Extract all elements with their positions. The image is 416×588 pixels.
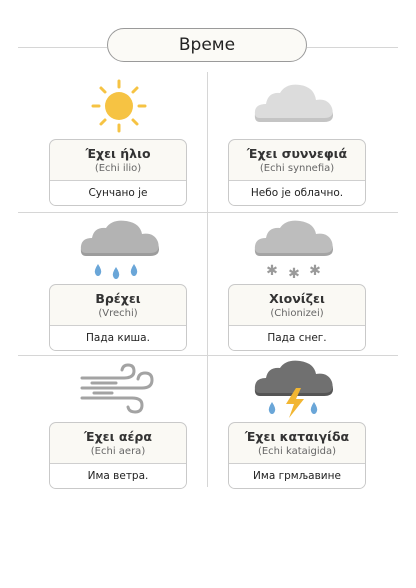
card-thunderstorm (228, 422, 366, 489)
card-snow (228, 284, 366, 351)
wind-icon (78, 362, 160, 414)
greek-phrase: Βρέχει (95, 291, 141, 306)
greek-phrase: Χιονίζει (269, 291, 325, 306)
greek-phrase: Έχει συννεφιά (246, 146, 348, 161)
greek-phrase: Έχει αέρα (84, 429, 152, 444)
card-rain (49, 284, 187, 351)
transliteration: (Chionizei) (270, 308, 324, 319)
svg-text:✱: ✱ (266, 263, 278, 279)
row-divider-2 (18, 355, 398, 356)
row-divider-1 (18, 212, 398, 213)
greek-phrase: Έχει ήλιο (85, 146, 151, 161)
transliteration: (Echi kataigida) (257, 446, 337, 457)
card-wind (49, 422, 187, 489)
rain-cloud-icon (78, 220, 164, 282)
card-cloudy (228, 139, 366, 206)
translation: Пада снег. (229, 326, 365, 350)
title-rule-right (307, 47, 398, 48)
svg-text:✱: ✱ (288, 266, 300, 282)
translation: Има ветра. (50, 464, 186, 488)
translation: Има грмљавине (229, 464, 365, 488)
card-sunny (49, 139, 187, 206)
transliteration: (Echi synnefia) (259, 163, 335, 174)
translation: Небо је облачно. (229, 181, 365, 205)
greek-phrase: Έχει καταιγίδα (244, 429, 350, 444)
translation: Сунчано је (50, 181, 186, 205)
title-rule-left (18, 47, 107, 48)
page-title: Време (107, 28, 307, 62)
transliteration: (Vrechi) (98, 308, 138, 319)
column-divider (207, 72, 208, 487)
translation: Пада киша. (50, 326, 186, 350)
transliteration: (Echi ilio) (94, 163, 142, 174)
transliteration: (Echi aera) (90, 446, 146, 457)
snow-cloud-icon (252, 220, 338, 282)
svg-text:✱: ✱ (309, 263, 321, 279)
cloud-icon (252, 80, 338, 128)
thunderstorm-icon (252, 360, 338, 422)
sun-icon (90, 78, 148, 134)
